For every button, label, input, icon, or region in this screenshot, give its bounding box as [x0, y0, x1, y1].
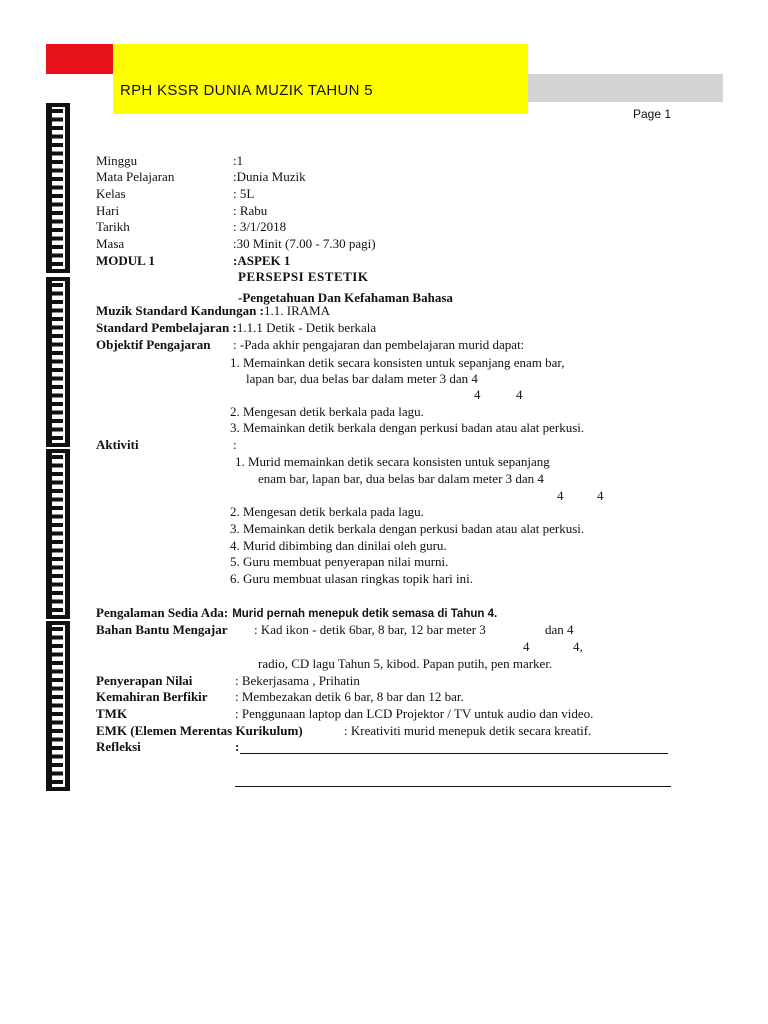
- info-value-kelas: : 5L: [233, 186, 255, 201]
- bahan-value: : Kad ikon - detik 6bar, 8 bar, 12 bar meter 3: [254, 622, 486, 637]
- info-value-minggu: :1: [233, 153, 244, 168]
- objektif-label: Objektif Pengajaran: [96, 337, 211, 352]
- objektif-item-1-cont: lapan bar, dua belas bar dalam meter 3 dan 4: [246, 371, 478, 386]
- objektif-intro: : -Pada akhir pengajaran dan pembelajaran murid dapat:: [233, 337, 525, 352]
- standard-pembelajaran-value: 1.1.1 Detik - Detik berkala: [236, 320, 377, 335]
- tmk-value: : Penggunaan laptop dan LCD Projektor / TV untuk audio dan video.: [235, 706, 594, 721]
- bahan-value-cont: radio, CD lagu Tahun 5, kibod. Papan putih, pen marker.: [258, 656, 553, 671]
- objektif-meter-denominator-2: 4: [516, 387, 523, 402]
- info-label-tarikh: Tarikh: [96, 219, 130, 234]
- aktiviti-item-5: 5. Guru membuat penyerapan nilai murni.: [230, 554, 449, 569]
- bahan-value-dan: dan 4: [545, 622, 574, 637]
- objektif-item-3: 3. Memainkan detik berkala dengan perkusi badan atau alat perkusi.: [230, 420, 585, 435]
- info-label-mata-pelajaran: Mata Pelajaran: [96, 169, 175, 184]
- kemahiran-value: : Membezakan detik 6 bar, 8 bar dan 12 bar.: [235, 689, 464, 704]
- bahan-meter-denominator-1: 4: [523, 639, 530, 654]
- objektif-meter-denominator-1: 4: [474, 387, 481, 402]
- aspek-subtitle: -Pengetahuan Dan Kefahaman Bahasa: [238, 290, 453, 305]
- penyerapan-value: : Bekerjasama , Prihatin: [235, 673, 360, 688]
- kemahiran-label: Kemahiran Berfikir: [96, 689, 208, 704]
- refleksi-label: Refleksi: [96, 739, 141, 754]
- aktiviti-item-1-cont: enam bar, lapan bar, dua belas bar dalam meter 3 dan 4: [258, 471, 544, 486]
- aktiviti-meter-denominator-1: 4: [557, 488, 564, 503]
- info-label-kelas: Kelas: [96, 186, 126, 201]
- info-label-minggu: Minggu: [96, 153, 138, 168]
- standard-pembelajaran-label: Standard Pembelajaran :: [96, 320, 237, 335]
- objektif-item-2: 2. Mengesan detik berkala pada lagu.: [230, 404, 424, 419]
- bahan-meter-denominator-2: 4,: [573, 639, 583, 654]
- emk-label: EMK (Elemen Merentas Kurikulum): [96, 723, 303, 738]
- aktiviti-item-6: 6. Guru membuat ulasan ringkas topik hari ini.: [230, 571, 473, 586]
- info-value-tarikh: : 3/1/2018: [233, 219, 287, 234]
- refleksi-colon: :: [235, 739, 240, 754]
- pengalaman-value: Murid pernah menepuk detik semasa di Tahun 4.: [232, 608, 498, 620]
- info-value-aspek: :ASPEK 1: [233, 253, 291, 268]
- aktiviti-item-1: 1. Murid memainkan detik secara konsisten untuk sepanjang: [235, 454, 550, 469]
- info-value-hari: : Rabu: [233, 203, 268, 218]
- page-number: Page 1: [633, 107, 672, 121]
- refleksi-line-2: [235, 786, 671, 787]
- info-label-modul: MODUL 1: [96, 253, 155, 268]
- emk-value: : Kreativiti murid menepuk detik secara kreatif.: [344, 723, 592, 738]
- aktiviti-colon: :: [233, 437, 237, 452]
- info-value-mata-pelajaran: :Dunia Muzik: [233, 169, 306, 184]
- aktiviti-label: Aktiviti: [96, 437, 139, 452]
- tmk-label: TMK: [96, 706, 128, 721]
- aktiviti-item-3: 3. Memainkan detik berkala dengan perkusi badan atau alat perkusi.: [230, 521, 585, 536]
- objektif-item-1: 1. Memainkan detik secara konsisten untuk sepanjang enam bar,: [230, 355, 565, 370]
- refleksi-line-1: [240, 753, 668, 754]
- header-yellow-block: [113, 44, 528, 114]
- standard-kandungan-label: Muzik Standard Kandungan :: [96, 303, 264, 318]
- aktiviti-item-2: 2. Mengesan detik berkala pada lagu.: [230, 504, 424, 519]
- piano-keys-border: [46, 103, 70, 791]
- aktiviti-meter-denominator-2: 4: [597, 488, 604, 503]
- aktiviti-item-4: 4. Murid dibimbing dan dinilai oleh guru.: [230, 538, 447, 553]
- standard-kandungan-value: 1.1. IRAMA: [263, 303, 331, 318]
- pengalaman-label: Pengalaman Sedia Ada:: [96, 605, 229, 620]
- info-label-masa: Masa: [96, 236, 125, 251]
- bahan-label: Bahan Bantu Mengajar: [96, 622, 228, 637]
- info-value-masa: :30 Minit (7.00 - 7.30 pagi): [233, 236, 376, 251]
- info-label-hari: Hari: [96, 203, 120, 218]
- aspek-title: PERSEPSI ESTETIK: [238, 269, 369, 284]
- document-title: RPH KSSR DUNIA MUZIK TAHUN 5: [120, 82, 373, 99]
- penyerapan-label: Penyerapan Nilai: [96, 673, 193, 688]
